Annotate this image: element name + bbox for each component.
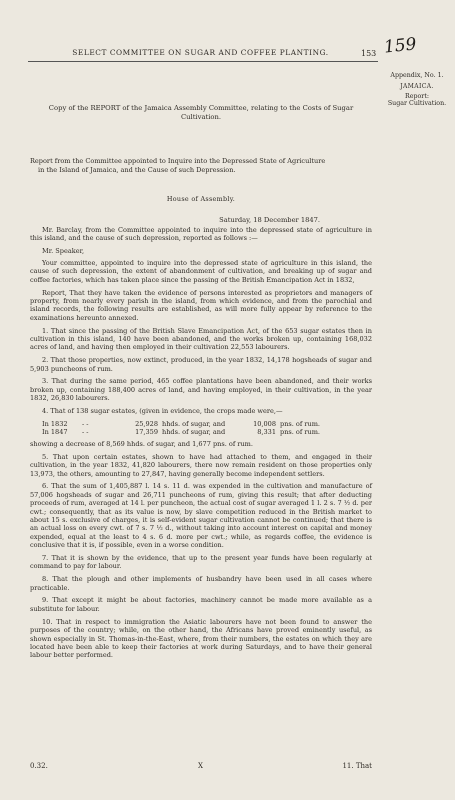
margin-note xyxy=(381,72,453,108)
paragraph-4: 4. That of 138 sugar estates, (given in evidence, the crops made were,— xyxy=(42,407,283,416)
footer-signature-mark: 0.32. xyxy=(30,762,48,770)
margin-report-sub: Sugar Cultivation. xyxy=(387,100,447,108)
running-header: SELECT COMMITTEE ON SUGAR AND COFFEE PLANTING. xyxy=(72,48,329,57)
margin-jamaica: JAMAICA. xyxy=(400,82,434,90)
paragraph-5: 5. That upon certain estates, shown to have had attached to them, and engaged in their cultivation, in the year 1832, 41,820 labourers, there now remain resident on those properties only 13,973, the others, amounting to 27,847, having generally become independent settlers. xyxy=(30,452,372,478)
paragraph-6: 6. That the sum of 1,405,887 l. 14 s. 11 d. was expended in the cultivation and manufacture of 57,006 hogsheads of sugar and 26,711 puncheons of rum, giving this result; that after deducting proceeds of rum, averaged at 14 l. per puncheon, the actual cost of sugar averaged 1 l. 2 s. 7 ½ d. per cwt.; consequently, that as its value is now, by slave competition reduced in the British market to about 15 s. exclusive of charges, it is self-evident sugar cultivation cannot be continued; that there is an actual loss on every cwt. of 7 s. 7 ½ d., without taking into account interest on capital and money expended, equal at the least to 4 s. 6 d. more per cwt.; while, as regards coffee, the evidence is conclusive that it is, if possible, even in a worse condition. xyxy=(30,482,372,550)
crop-sugar-label: hhds. of sugar, and xyxy=(162,419,226,428)
paragraph-2: 2. That those properties, now extinct, produced, in the year 1832, 14,178 hogsheads of sugar and 5,903 puncheons of rum. xyxy=(30,356,372,373)
crop-rum-label: pns. of rum. xyxy=(280,428,321,437)
crop-year: In 1832 xyxy=(42,419,68,428)
crop-dash: - - xyxy=(82,428,89,437)
crop-sugar-label: hhds. of sugar, and xyxy=(162,428,226,437)
crop-hhds: 17,359 xyxy=(135,428,158,437)
report-heading-line-1: Report from the Committee appointed to Inquire into the Depressed State of Agriculture xyxy=(30,157,326,165)
paragraph-7: 7. That it is shown by the evidence, that up to the present year funds have been regularly at command to pay for labour. xyxy=(30,554,372,571)
page-number: 153 xyxy=(361,49,377,58)
paragraph-3: 3. That during the same period, 465 coffee plantations have been abandoned, and their works broken up, containing 188,400 acres of land, and having employed, in their cultivation, in the year 1832, 26,830 labourers. xyxy=(30,377,372,403)
report-heading xyxy=(30,157,372,174)
report-body xyxy=(30,226,372,664)
crop-year: In 1847 xyxy=(42,428,68,437)
house-of-assembly-heading: House of Assembly. xyxy=(166,195,236,203)
paragraph-9: 9. That except it might be about factories, machinery cannot be made more available as a substitute for labour. xyxy=(30,596,372,613)
crop-dash: - - xyxy=(82,419,89,428)
report-heading-line-2: in the Island of Jamaica, and the Cause of such Depression. xyxy=(38,165,236,174)
crop-table-row xyxy=(30,428,372,437)
header-rule xyxy=(28,61,378,62)
paragraph-8: 8. That the plough and other implements of husbandry have been used in all cases where practicable. xyxy=(30,575,372,592)
paragraph-report: Report, That they have taken the evidence of persons interested as proprietors and managers of property, from nearly every parish in the island, from which evidence, and from the parochial and island records, the following results are established, as will more fully appear by reference to the examinations hereunto annexed. xyxy=(30,288,372,322)
crop-rum-label: pns. of rum. xyxy=(280,419,321,428)
paragraph-1: 1. That since the passing of the British Slave Emancipation Act, of the 653 sugar estates then in cultivation in this island, 140 have been abandoned, and the works broken up, containing 168,032 acres of land, and having then employed in their cultivation 22,553 labourers. xyxy=(30,326,372,352)
handwritten-folio-number: 159 xyxy=(383,34,418,58)
copy-title: Copy of the REPORT of the Jamaica Assembly Committee, relating to the Costs of Sugar Cultivation. xyxy=(48,104,354,121)
footer-gathering-mark: X xyxy=(198,762,203,770)
crop-table-row xyxy=(30,420,372,429)
paragraph-intro: Mr. Barclay, from the Committee appointed to inquire into the depressed state of agriculture in this island, and the cause of such depression, reported as follows :— xyxy=(30,226,372,243)
footer-catchword: 11. That xyxy=(342,762,372,770)
paragraph-10: 10. That in respect to immigration the Asiatic labourers have not been found to answer the purposes of the country; while, on the other hand, the Africans have proved eminently useful, as shown especially in St. Thomas-in-the-East, where, from their numbers, the estates on which they are located have been able to keep their factories at work during Saturdays, and to have their general labour better performed. xyxy=(30,617,372,660)
crop-puns: 10,008 xyxy=(253,419,276,428)
crop-puns: 8,331 xyxy=(257,428,276,437)
crop-table xyxy=(30,420,372,437)
crop-hhds: 25,928 xyxy=(135,419,158,428)
margin-appendix: Appendix, No. 1. xyxy=(390,72,444,79)
paragraph-committee: Your committee, appointed to inquire into the depressed state of agriculture in this island, the cause of such depression, the extent of abandonment of cultivation, and breaking up of sugar and coffee factories, which has taken place since the passing of the British Emancipation Act in 1832, xyxy=(30,259,372,284)
report-date: Saturday, 18 December 1847. xyxy=(219,216,320,224)
margin-report-label: Report: xyxy=(405,92,429,100)
paragraph-speaker: Mr. Speaker, xyxy=(42,247,85,256)
paragraph-4-result: showing a decrease of 8,569 hhds. of sugar, and 1,677 pns. of rum. xyxy=(30,440,253,449)
